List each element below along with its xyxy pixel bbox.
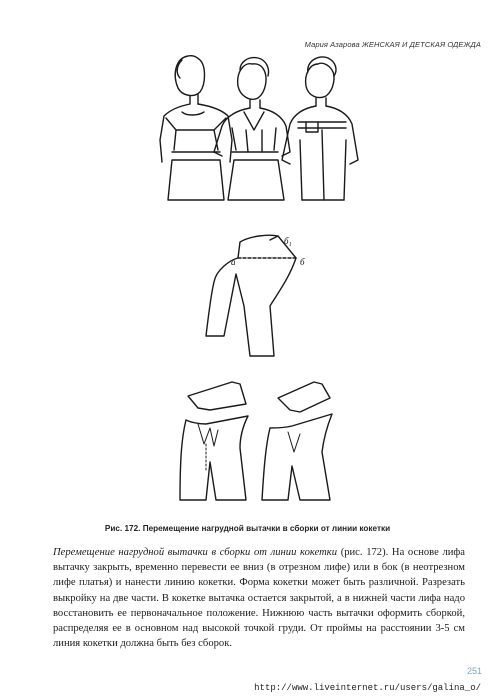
point-label-a: а — [231, 257, 236, 267]
running-header: Мария Азарова ЖЕНСКАЯ И ДЕТСКАЯ ОДЕЖДА — [304, 40, 481, 49]
fashion-sketch-2 — [214, 58, 290, 200]
figure-caption: Рис. 172. Перемещение нагрудной вытачки в сборки от линии кокетки — [104, 524, 391, 533]
fashion-sketch-3 — [282, 57, 358, 200]
body-paragraph — [53, 545, 465, 651]
lower-bodice-right — [262, 414, 332, 500]
yoke-piece-right — [278, 382, 330, 412]
lower-bodice-left — [180, 416, 248, 500]
point-label-b: б — [300, 257, 305, 267]
yoke-piece-left — [188, 382, 246, 410]
paragraph-text: (рис. 172). На основе лифа вытачку закрыть, временно перевести ее вниз (в отрезном лифе) или в бок (в неотрезном лифе платья) и нанести линию кокетки. Форма кокетки может быть различной. Разрезать выкройку на две части. В кокетке вытачка остается закрытой, а в нижней части лифа надо восстановить ее первоначальное положение. Нижнюю часть вытачки оформить сборкой, распределяя ее в основном над высокой точкой груди. От проймы на расстоянии 3-5 см линия кокетки должна быть без сборок. — [53, 547, 465, 650]
source-url[interactable]: http://www.liveinternet.ru/users/galina_o/ — [254, 683, 481, 693]
point-label-b1: б₁ — [284, 236, 292, 246]
bodice-draft-upper — [206, 235, 305, 356]
paragraph-lead: Перемещение нагрудной вытачки в сборки от линии кокетки — [53, 547, 338, 558]
page-number: 251 — [466, 666, 482, 676]
